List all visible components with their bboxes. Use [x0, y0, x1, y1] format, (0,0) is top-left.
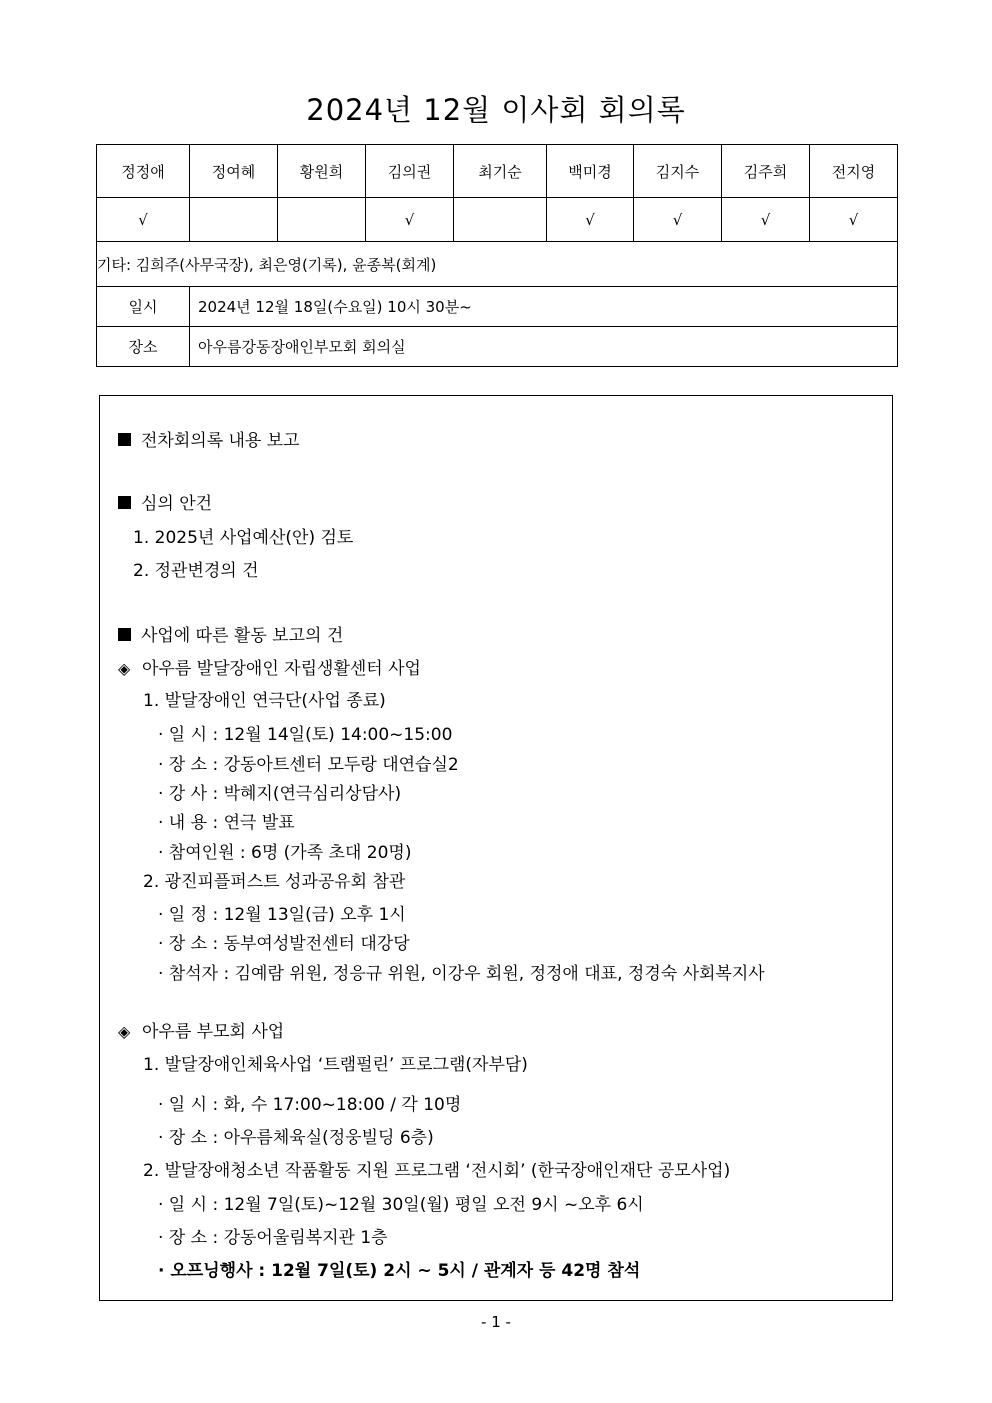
diamond-icon: ◈	[118, 1022, 131, 1041]
place-row	[97, 327, 898, 367]
others-text: 기타: 김희주(사무국장), 최은영(기록), 윤종복(회계)	[97, 242, 898, 287]
member-name: 정여혜	[190, 145, 278, 198]
page-title: 2024년 12월 이사회 회의록	[306, 93, 686, 127]
place-value: 아우름강동장애인부모회 회의실	[190, 327, 898, 367]
member-name: 김지수	[634, 145, 722, 198]
date-row	[97, 287, 898, 327]
program-title: 1. 발달장애인체육사업 ‘트램펄린’ 프로그램(자부담)	[143, 1055, 528, 1075]
subsection-independent-living-center: ◈ 아우름 발달장애인 자립생활센터 사업	[118, 659, 421, 679]
member-name: 김의권	[366, 145, 454, 198]
detail-line-opening: · 오프닝행사 : 12월 7일(토) 2시 ~ 5시 / 관계자 등 42명 참석	[158, 1261, 641, 1281]
attendance-check	[278, 198, 366, 242]
black-square-icon	[118, 496, 131, 509]
detail-line: · 일 시 : 화, 수 17:00~18:00 / 각 10명	[158, 1095, 462, 1115]
member-name: 백미경	[547, 145, 634, 198]
attendance-check	[454, 198, 547, 242]
detail-line: · 장 소 : 동부여성발전센터 대강당	[158, 934, 410, 954]
attendance-table	[96, 144, 898, 367]
minutes-content-box	[99, 395, 893, 1301]
black-square-icon	[118, 628, 131, 641]
attendance-names-row	[97, 145, 898, 198]
place-label: 장소	[97, 327, 190, 367]
attendance-check: √	[97, 198, 190, 242]
date-label: 일시	[97, 287, 190, 327]
diamond-icon: ◈	[118, 659, 131, 678]
program-title: 2. 광진피플퍼스트 성과공유회 참관	[143, 872, 406, 892]
black-square-icon	[118, 433, 131, 446]
program-title: 2. 발달장애청소년 작품활동 지원 프로그램 ‘전시회’ (한국장애인재단 공모사업)	[143, 1161, 731, 1181]
program-title: 1. 발달장애인 연극단(사업 종료)	[143, 691, 386, 711]
detail-line: · 일 시 : 12월 7일(토)~12월 30일(월) 평일 오전 9시 ~오후 6시	[158, 1195, 644, 1215]
member-name: 황원희	[278, 145, 366, 198]
attendance-checks-row	[97, 198, 898, 242]
member-name: 최기순	[454, 145, 547, 198]
section-activity-report: 사업에 따른 활동 보고의 건	[118, 621, 343, 646]
detail-line: · 일 정 : 12월 13일(금) 오후 1시	[158, 905, 406, 925]
member-name: 김주희	[722, 145, 810, 198]
attendance-check: √	[634, 198, 722, 242]
attendance-check: √	[810, 198, 898, 242]
detail-line: · 내 용 : 연극 발표	[158, 813, 295, 833]
member-name: 전지영	[810, 145, 898, 198]
attendance-check: √	[547, 198, 634, 242]
detail-line: · 강 사 : 박혜지(연극심리상담사)	[158, 784, 402, 804]
attendance-check: √	[722, 198, 810, 242]
section-agenda: 심의 안건	[118, 489, 212, 514]
others-row	[97, 242, 898, 287]
detail-line: · 일 시 : 12월 14일(토) 14:00~15:00	[158, 725, 453, 745]
detail-line: · 참석자 : 김예람 위원, 정응규 위원, 이강우 회원, 정정애 대표, 정경숙 사회복지사	[158, 964, 765, 984]
attendance-check	[190, 198, 278, 242]
detail-line: · 장 소 : 강동아트센터 모두랑 대연습실2	[158, 755, 459, 775]
section-previous-minutes: 전차회의록 내용 보고	[118, 426, 300, 451]
detail-line: · 장 소 : 아우름체육실(정웅빌딩 6층)	[158, 1128, 434, 1148]
detail-line: · 참여인원 : 6명 (가족 초대 20명)	[158, 843, 412, 863]
subsection-parents-association: ◈ 아우름 부모회 사업	[118, 1022, 285, 1042]
page-number: - 1 -	[481, 1313, 511, 1331]
date-value: 2024년 12월 18일(수요일) 10시 30분~	[190, 287, 898, 327]
agenda-item: 2. 정관변경의 건	[133, 561, 259, 581]
detail-line: · 장 소 : 강동어울림복지관 1층	[158, 1228, 388, 1248]
member-name: 정정애	[97, 145, 190, 198]
agenda-item: 1. 2025년 사업예산(안) 검토	[133, 528, 354, 548]
attendance-check: √	[366, 198, 454, 242]
